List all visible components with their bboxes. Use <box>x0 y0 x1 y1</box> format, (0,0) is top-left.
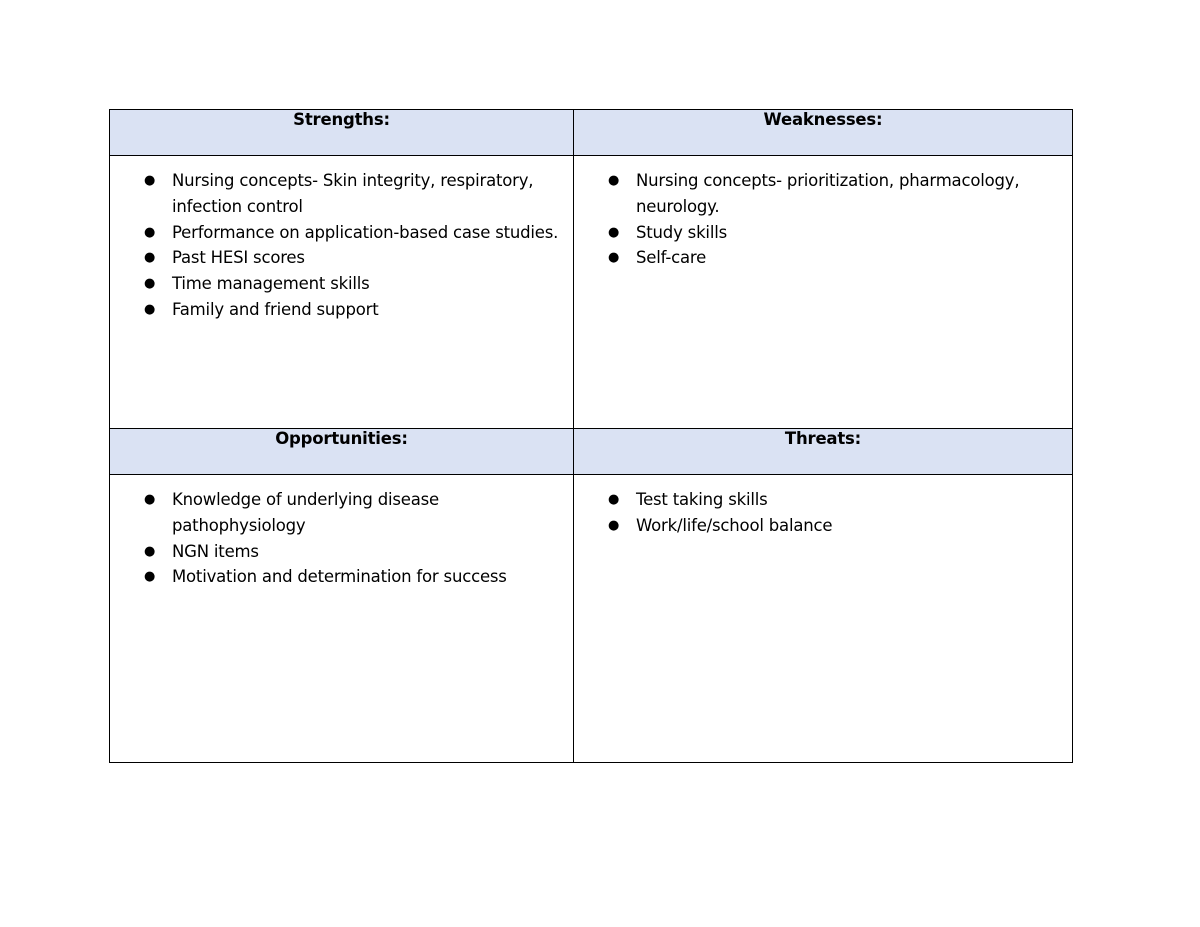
swot-header-row-top <box>110 110 1073 156</box>
list-item: ● Study skills <box>636 220 1062 246</box>
threats-cell <box>574 475 1073 763</box>
opportunities-heading: Opportunities: <box>110 429 574 475</box>
bullet-icon: ● <box>144 569 156 585</box>
list-item: ● Work/life/school balance <box>636 513 1062 539</box>
bullet-icon: ● <box>144 492 156 507</box>
list-item: ● Nursing concepts- prioritization, pharmacology, neurology. <box>636 168 1062 220</box>
list-item: ● Knowledge of underlying disease pathophysiology <box>172 487 563 539</box>
list-item: ● Test taking skills <box>636 487 1062 513</box>
bullet-icon: ● <box>608 173 620 188</box>
list-item: ● Nursing concepts- Skin integrity, respiratory, infection control <box>172 168 563 220</box>
bullet-icon: ● <box>608 517 620 533</box>
threats-heading: Threats: <box>574 429 1073 475</box>
bullet-icon: ● <box>608 492 620 507</box>
bullet-icon: ● <box>144 276 156 292</box>
bullet-icon: ● <box>608 224 620 240</box>
bullet-icon: ● <box>608 250 620 266</box>
bullet-icon: ● <box>144 543 156 559</box>
weaknesses-list <box>574 156 1072 271</box>
list-item: ● Motivation and determination for success <box>172 564 563 590</box>
weaknesses-heading: Weaknesses: <box>574 110 1073 156</box>
threats-list <box>574 475 1072 539</box>
list-item: ● Self-care <box>636 245 1062 271</box>
swot-body-row-top <box>110 156 1073 429</box>
swot-table <box>109 109 1073 763</box>
strengths-cell <box>110 156 574 429</box>
bullet-icon: ● <box>144 250 156 266</box>
swot-header-row-bottom <box>110 429 1073 475</box>
bullet-icon: ● <box>144 301 156 317</box>
swot-body-row-bottom <box>110 475 1073 763</box>
list-item: ● NGN items <box>172 539 563 565</box>
list-item: ● Time management skills <box>172 271 563 297</box>
strengths-list <box>110 156 573 323</box>
weaknesses-cell <box>574 156 1073 429</box>
opportunities-cell <box>110 475 574 763</box>
bullet-icon: ● <box>144 173 156 188</box>
list-item: ● Past HESI scores <box>172 245 563 271</box>
bullet-icon: ● <box>144 224 156 240</box>
list-item: ● Performance on application-based case studies. <box>172 220 563 246</box>
opportunities-list <box>110 475 573 590</box>
strengths-heading: Strengths: <box>110 110 574 156</box>
list-item: ● Family and friend support <box>172 297 563 323</box>
